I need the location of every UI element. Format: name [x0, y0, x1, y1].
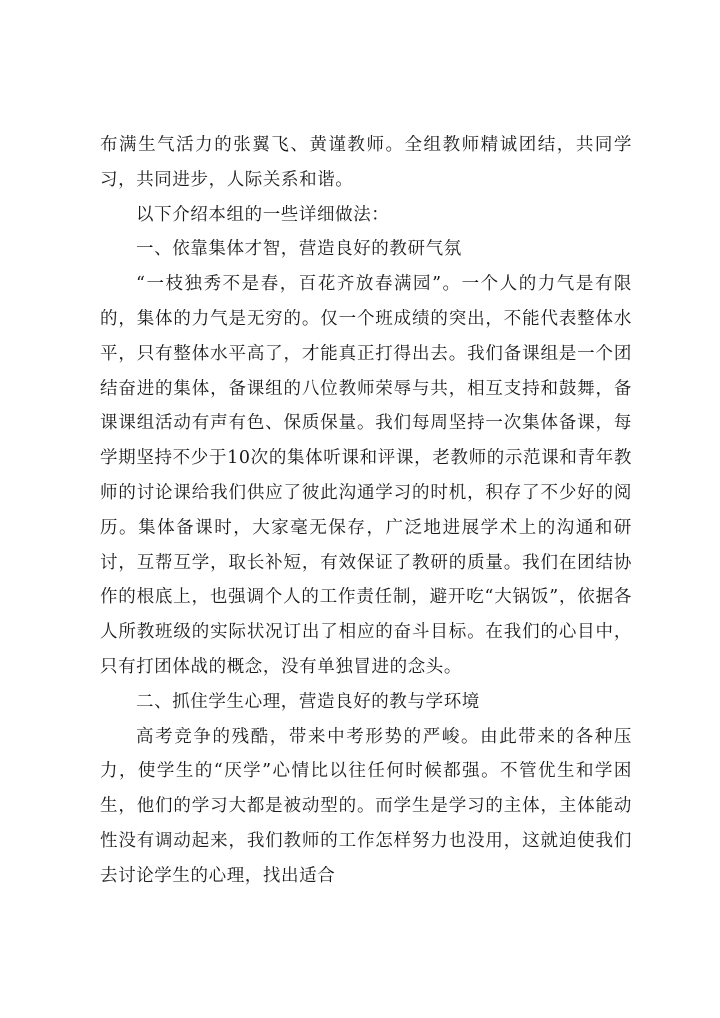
- section-heading-2: 二、抓住学生心理，营造良好的教与学环境: [136, 691, 480, 712]
- paragraph-intro-continuation: 布满生气活力的张翼飞、黄谨教师。全组教师精诚团结，共同学习，共同进步，人际关系和谐。: [100, 135, 632, 190]
- section-heading-1: 一、依靠集体才智，营造良好的教研气氛: [136, 239, 462, 260]
- paragraph-section-2-body: 高考竞争的残酷，带来中考形势的严峻。由此带来的各种压力，使学生的“厌学”心情比以往任何时候都强。不管优生和学困生，他们的学习大都是被动型的。而学生是学习的主体，主体能动性没有调动起来，我们教师的工作怎样努力也没用，这就迫使我们去讨论学生的心理，找出适合: [100, 726, 632, 886]
- document-body: [100, 128, 632, 894]
- paragraph-section-1-body: “一枝独秀不是春，百花齐放春满园”。一个人的力气是有限的，集体的力气是无穷的。仅一个班成绩的突出，不能代表整体水平，只有整体水平高了，才能真正打得出去。我们备课组是一个团结奋进的集体，备课组的八位教师荣辱与共，相互支持和鼓舞，备课课组活动有声有色、保质保量。我们每周坚持一次集体备课，每学期坚持不少于10次的集体听课和评课，老教师的示范课和青年教师的讨论课给我们供应了彼此沟通学习的时机，积存了不少好的阅历。集体备课时，大家毫无保存，广泛地进展学术上的沟通和研讨，互帮互学，取长补短，有效保证了教研的质量。我们在团结协作的根底上，也强调个人的工作责任制，避开吃“大锅饭”，依据各人所教班级的实际状况订出了相应的奋斗目标。在我们的心目中，只有打团体战的概念，没有单独冒进的念头。: [100, 274, 633, 677]
- paragraph-methods-intro: 以下介绍本组的一些详细做法：: [136, 204, 390, 225]
